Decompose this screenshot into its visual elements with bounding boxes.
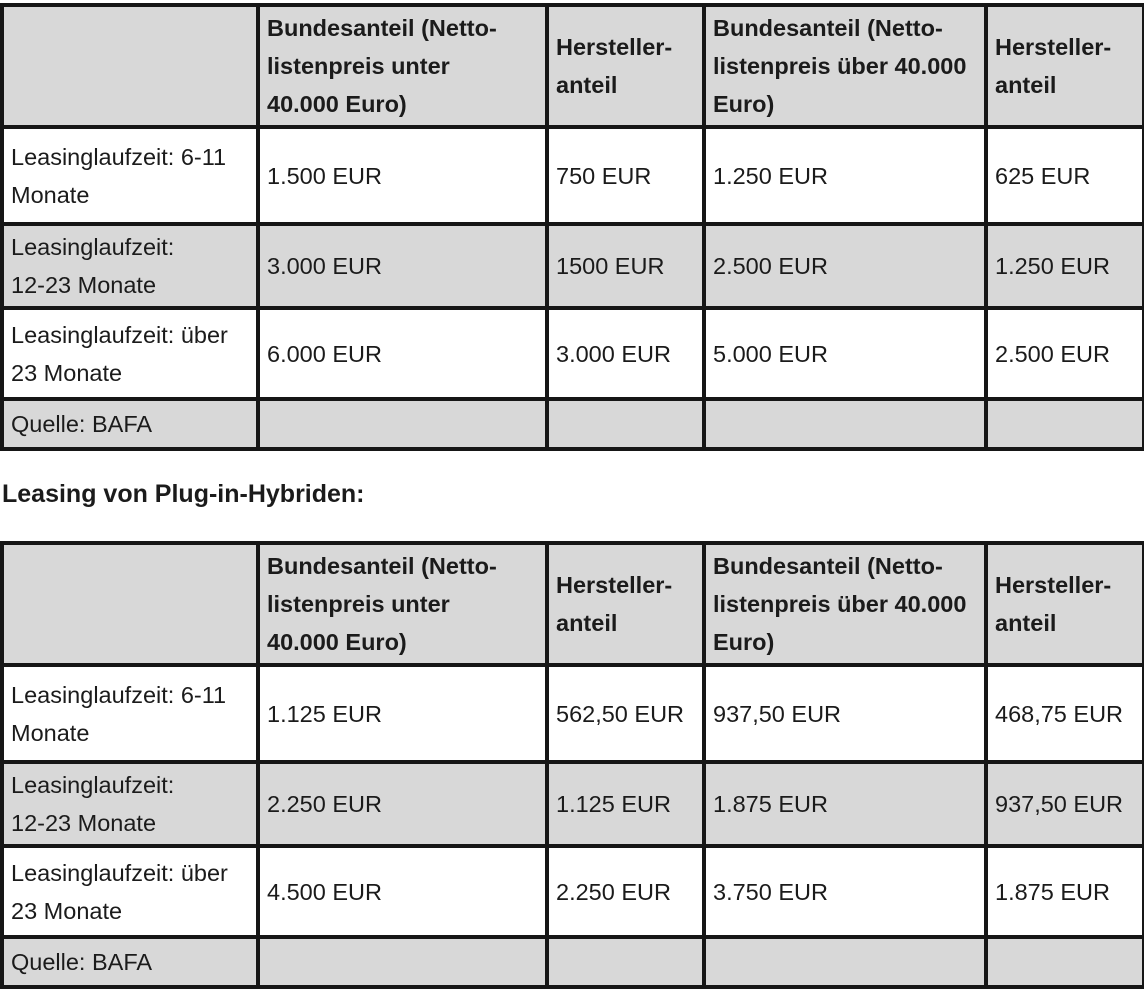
header-cell-herstelleranteil-1: Hersteller- anteil bbox=[547, 5, 704, 127]
value-cell: 6.000 EUR bbox=[258, 308, 547, 399]
value-cell: 1.250 EUR bbox=[986, 224, 1144, 308]
leasing-table-elektro bbox=[0, 3, 1144, 451]
value-cell: 5.000 EUR bbox=[704, 308, 986, 399]
value-cell: 2.500 EUR bbox=[986, 308, 1144, 399]
value-cell: 1.125 EUR bbox=[547, 762, 704, 846]
value-cell: 625 EUR bbox=[986, 127, 1144, 224]
value-cell: 937,50 EUR bbox=[704, 665, 986, 762]
empty-cell bbox=[986, 937, 1144, 987]
header-cell-bundesanteil-unter: Bundesanteil (Netto- listenpreis unter 40.000 Euro) bbox=[258, 5, 547, 127]
value-cell: 4.500 EUR bbox=[258, 846, 547, 937]
empty-cell bbox=[704, 937, 986, 987]
empty-cell bbox=[986, 399, 1144, 449]
header-cell-herstelleranteil-2: Hersteller- anteil bbox=[986, 543, 1144, 665]
header-cell-empty bbox=[2, 543, 258, 665]
empty-cell bbox=[704, 399, 986, 449]
row-label-cell: Leasinglaufzeit: 6-11 Monate bbox=[2, 127, 258, 224]
table-header-row bbox=[2, 543, 1144, 665]
value-cell: 1.250 EUR bbox=[704, 127, 986, 224]
row-label-cell: Leasinglaufzeit: 12-23 Monate bbox=[2, 762, 258, 846]
value-cell: 468,75 EUR bbox=[986, 665, 1144, 762]
header-cell-herstelleranteil-1: Hersteller- anteil bbox=[547, 543, 704, 665]
value-cell: 1.875 EUR bbox=[986, 846, 1144, 937]
section-heading-plugin-hybride: Leasing von Plug-in-Hybriden: bbox=[2, 480, 365, 508]
value-cell: 3.000 EUR bbox=[258, 224, 547, 308]
header-cell-bundesanteil-unter: Bundesanteil (Netto- listenpreis unter 40.000 Euro) bbox=[258, 543, 547, 665]
empty-cell bbox=[547, 399, 704, 449]
value-cell: 1.875 EUR bbox=[704, 762, 986, 846]
value-cell: 937,50 EUR bbox=[986, 762, 1144, 846]
leasing-table-plugin-hybride bbox=[0, 541, 1144, 989]
value-cell: 750 EUR bbox=[547, 127, 704, 224]
header-cell-herstelleranteil-2: Hersteller- anteil bbox=[986, 5, 1144, 127]
table-row bbox=[2, 762, 1144, 846]
row-label-cell: Leasinglaufzeit: 12-23 Monate bbox=[2, 224, 258, 308]
empty-cell bbox=[547, 937, 704, 987]
table-source-row bbox=[2, 399, 1144, 449]
table-row bbox=[2, 846, 1144, 937]
header-cell-bundesanteil-ueber: Bundesanteil (Netto- listenpreis über 40.000 Euro) bbox=[704, 5, 986, 127]
source-label-cell: Quelle: BAFA bbox=[2, 399, 258, 449]
header-cell-empty bbox=[2, 5, 258, 127]
value-cell: 3.750 EUR bbox=[704, 846, 986, 937]
value-cell: 2.250 EUR bbox=[547, 846, 704, 937]
value-cell: 3.000 EUR bbox=[547, 308, 704, 399]
value-cell: 1.125 EUR bbox=[258, 665, 547, 762]
value-cell: 562,50 EUR bbox=[547, 665, 704, 762]
empty-cell bbox=[258, 399, 547, 449]
table-row bbox=[2, 127, 1144, 224]
table-header-row bbox=[2, 5, 1144, 127]
value-cell: 1500 EUR bbox=[547, 224, 704, 308]
table-row bbox=[2, 665, 1144, 762]
source-label-cell: Quelle: BAFA bbox=[2, 937, 258, 987]
header-cell-bundesanteil-ueber: Bundesanteil (Netto- listenpreis über 40.000 Euro) bbox=[704, 543, 986, 665]
empty-cell bbox=[258, 937, 547, 987]
row-label-cell: Leasinglaufzeit: über 23 Monate bbox=[2, 308, 258, 399]
table-row bbox=[2, 224, 1144, 308]
table-source-row bbox=[2, 937, 1144, 987]
value-cell: 2.500 EUR bbox=[704, 224, 986, 308]
value-cell: 2.250 EUR bbox=[258, 762, 547, 846]
row-label-cell: Leasinglaufzeit: 6-11 Monate bbox=[2, 665, 258, 762]
table-row bbox=[2, 308, 1144, 399]
value-cell: 1.500 EUR bbox=[258, 127, 547, 224]
row-label-cell: Leasinglaufzeit: über 23 Monate bbox=[2, 846, 258, 937]
